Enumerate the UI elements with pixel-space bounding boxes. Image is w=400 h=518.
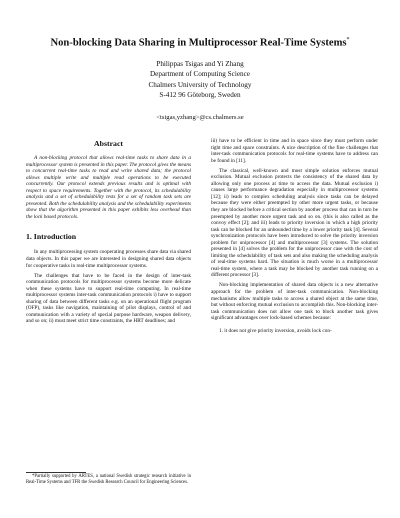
author-department: Department of Computing Science	[149, 70, 250, 79]
right-column	[211, 138, 378, 334]
title-text: Non-blocking Data Sharing in Multiprocessor Real-Time Systems	[50, 37, 347, 49]
list-item: 1. it does not give priority inversion, avoids lock con-	[219, 327, 332, 334]
paper-title	[20, 34, 380, 50]
right-paragraph-1: iii) have to be efficient in time and in space since they must perform under tight time and space constraints. A nice description of the fine challenges that inter-task communication protocols for real-time systems have to address can be found in [11].	[211, 138, 378, 164]
intro-paragraph-1: In any multiprocessing system cooperating processes share data via shared data objects. In this paper we are interested in designing shared data objects for cooperative tasks in real-time multiprocessor systems.	[26, 249, 191, 269]
intro-paragraph-2: The challenges that have to be faced in the design of inter-task communication protocols for multiprocessor systems become more delicate when these systems have to support real-time computing. In real-time multiprocessor systems inter-task communication protocols i) have to support sharing of data between different tasks e.g. on an operational flight program (OFP), tasks like navigation, maintaining of pilot displays, control of and communication with a variety of special purpose hardware, weapon delivery, and so on; ii) must meet strict time constraints, the HRT deadlines; and	[26, 272, 191, 325]
abstract-text: A non-blocking protocol that allows real-time tasks to share data in a multiprocessor system is presented in this paper. The protocol gives the means to concurrent real-time tasks to read and write shared data; the protocol allows multiple write and multiple read operations to be executed concurrently. Our protocol extends previous results and is optimal with respect to space requirements. Together with the protocol, its schedulability analysis and a set of schedulability tests for a set of random task sets are presented. Both the schedulability analysis and the schedulability experiments show that the algorithm presented in this paper exhibits less overhead than the lock based protocols.	[26, 155, 191, 220]
author-names: Philippas Tsigas and Yi Zhang	[156, 60, 244, 68]
right-paragraph-3: Non-blocking implementation of shared data objects is a new alternative approach for the problem of inter-task communication. Non-blocking mechanisms allow multiple tasks to access a shared object at the same time, but without enforcing mutual exclusion to accomplish this. Non-blocking inter-task communication does not allow one task to block another task gives significant advantages over lock-based schemes because:	[211, 282, 378, 322]
section-heading-introduction: 1. Introduction	[26, 232, 77, 242]
abstract-heading: Abstract	[93, 139, 123, 148]
author-institution: Chalmers University of Technology	[148, 80, 252, 89]
footnote-divider	[26, 472, 86, 473]
author-email: <tsigas,yzhang>@cs.chalmers.se	[156, 114, 244, 121]
author-address: S-412 96 Göteborg, Sweden	[159, 90, 241, 99]
right-paragraph-2: The classical, well-known and most simple solution enforces mutual exclusion. Mutual exclusion protects the consistency of the shared data by allowing only one process at time to access the data. Mutual exclusion i) causes large performance degradation especially in multiprocessor systems [12]; ii) leads to complex scheduling analysis since tasks can be delayed because they were either preempted by other more urgent tasks, or because they are blocked before a critical section by another process that can in turn be preempted by another more urgent task and so on. (this is also called as the convoy effect [2]; and iii) leads to priority inversion in which a high priority task can be blocked for an unbounded time by a lower priority task [4]. Several synchronization protocols have been introduced to solve the priority inversion problem for uniprocessor [4] and multiprocessor [3] systems. The solution presented in [4] solves the problem for the uniprocessor case with the cost of limiting the schedulability of task sets and also making the scheduling analysis of real-time systems hard. The situation is much worse in a multiprocessor real-time system, where a task may be blocked by another task running on a different processor [3].	[211, 167, 378, 279]
author-block	[100, 59, 300, 100]
left-column	[26, 139, 191, 328]
footnote: *Partially supported by ARTES, a national Swedish strategic research initiative in Real-Time Systems and TFR the Swedish Research Council for Engineering Sciences.	[26, 474, 191, 485]
title-footnote-mark: *	[346, 37, 350, 43]
